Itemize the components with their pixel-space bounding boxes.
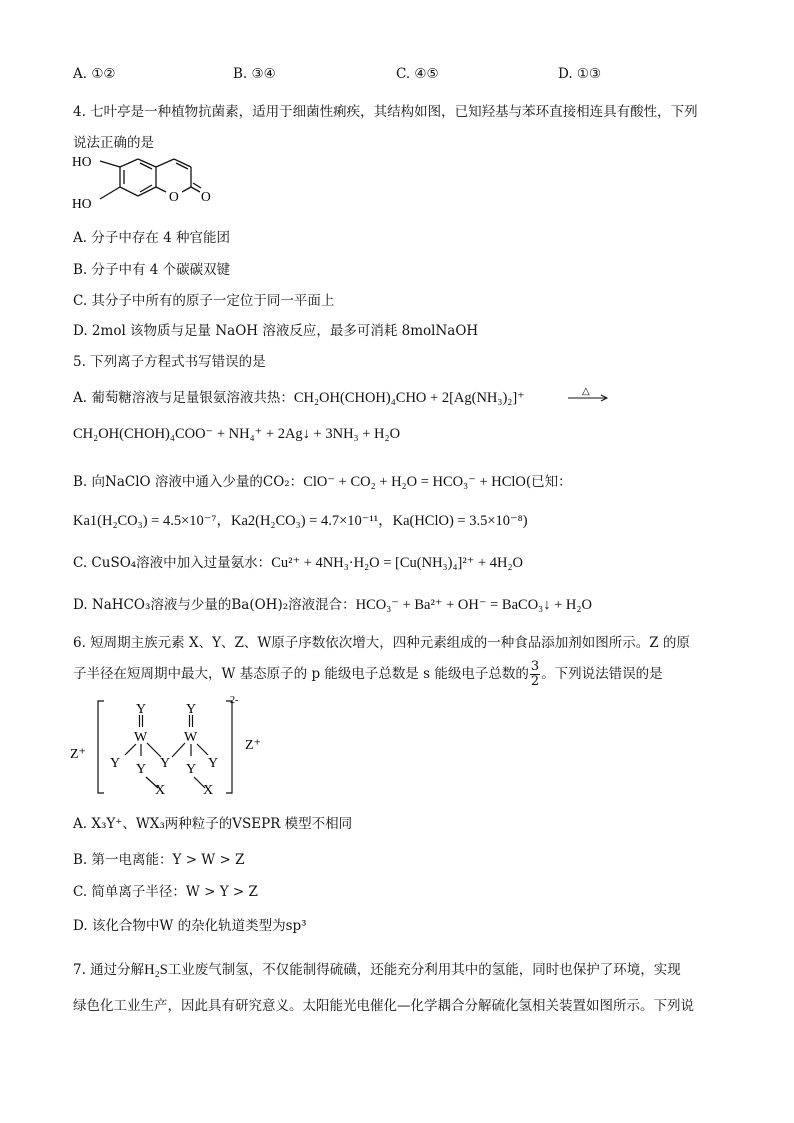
q5-b-eq: ClO⁻ + CO₂ + H₂O = HCO₃⁻ + HClO xyxy=(303,474,526,490)
y-atom: Y xyxy=(160,756,171,771)
q7-line1 xyxy=(73,958,681,979)
q5-c-text: C. CuSO₄溶液中加入过量氨水： xyxy=(73,555,272,571)
q6-stem-line2 xyxy=(73,660,663,689)
x-atom: X xyxy=(155,783,166,798)
q5-d-text: D. NaHCO₃溶液与少量的Ba(OH)₂溶液混合： xyxy=(73,597,356,613)
q3-option-c: C. ④⑤ xyxy=(396,66,439,82)
q5-c-eq: Cu²⁺ + 4NH₃·H₂O = [Cu(NH₃)₄]²⁺ + 4H₂O xyxy=(271,555,524,571)
q3-option-b: B. ③④ xyxy=(233,66,276,82)
q5-option-c xyxy=(73,551,523,572)
w-atom: W xyxy=(184,730,198,745)
y-atom: Y xyxy=(110,756,121,771)
q6-stem-line2a: 子半径在短周期中最大，W 基态原子的 p 能级电子总数是 s 能级电子总数的 xyxy=(73,666,529,682)
q6-option-b: B. 第一电离能：Y > W > Z xyxy=(73,852,245,868)
ho-bottom-label: HO xyxy=(72,196,92,211)
q5-d-eq: HCO₃⁻ + Ba²⁺ + OH⁻ = BaCO₃↓ + H₂O xyxy=(355,597,592,613)
y-atom: Y xyxy=(186,702,197,717)
q4-option-d: D. 2mol 该物质与足量 NaOH 溶液反应，最多可消耗 8molNaOH xyxy=(73,323,479,339)
q6-stem-line1: 6. 短周期主族元素 X、Y、Z、W原子序数依次增大，四种元素组成的一种食品添加剂如图所示。Z 的原 xyxy=(73,635,690,651)
q5-b-constants: Ka1(H₂CO₃) = 4.5×10⁻⁷，Ka2(H₂CO₃) = 4.7×10⁻¹¹，Ka(HClO) = 3.5×10⁻⁸) xyxy=(73,513,528,529)
esculetin-structure xyxy=(70,150,220,215)
w-atom: W xyxy=(134,730,148,745)
q6-frac-num: 3 xyxy=(530,659,540,674)
q3-option-d: D. ①③ xyxy=(558,66,602,82)
heat-symbol: △ xyxy=(582,386,590,397)
q5-a-lhs: CH₂OH(CHOH)₄CHO + 2[Ag(NH₃)₂]⁺ xyxy=(293,390,525,406)
heat-arrow xyxy=(566,386,612,404)
q5-option-d xyxy=(73,593,592,614)
q7-line1a: 7. 通过分解 xyxy=(73,962,145,978)
q7-line2: 绿色化工业生产，因此具有研究意义。太阳能光电催化—化学耦合分解硫化氢相关装置如图所示。下列说 xyxy=(73,998,694,1014)
q4-stem-line2: 说法正确的是 xyxy=(73,135,154,151)
food-additive-structure xyxy=(70,695,270,798)
q6-fraction xyxy=(530,660,540,689)
q3-option-a: A. ①② xyxy=(73,66,116,82)
q4-stem-line1: 4. 七叶亭是一种植物抗菌素，适用于细菌性痢疾，其结构如图，已知羟基与苯环直接相连具有酸性，下列 xyxy=(73,104,698,120)
q7-line1b: 工业废气制氢，不仅能制得硫磺，还能充分利用其中的氢能，同时也保护了环境，实现 xyxy=(167,962,681,978)
q5-b-text: B. 向NaClO 溶液中通入少量的CO₂： xyxy=(73,474,304,490)
ho-top-label: HO xyxy=(72,154,92,169)
q5-a-text: A. 葡萄糖溶液与足量银氨溶液共热： xyxy=(73,390,294,406)
y-atom: Y xyxy=(186,762,197,777)
q4-option-b: B. 分子中有 4 个碳碳双键 xyxy=(73,262,231,278)
q4-option-a: A. 分子中存在 4 种官能团 xyxy=(73,230,231,246)
carbonyl-oxygen-label: O xyxy=(201,189,211,204)
x-atom: X xyxy=(203,783,214,798)
q6-option-c: C. 简单离子半径：W > Y > Z xyxy=(73,884,258,900)
ring-oxygen-label: O xyxy=(169,189,179,204)
y-atom: Y xyxy=(136,762,147,777)
q5-option-a xyxy=(73,386,525,407)
q5-b-note: (已知： xyxy=(525,474,572,490)
z-cation-left: Z⁺ xyxy=(70,747,86,762)
anion-charge: 2- xyxy=(230,695,239,706)
q5-stem: 5. 下列离子方程式书写错误的是 xyxy=(73,354,266,370)
q6-option-a: A. X₃Y⁺、WX₃两种粒子的VSEPR 模型不相同 xyxy=(73,816,353,832)
q5-option-b xyxy=(73,470,572,491)
q4-option-c: C. 其分子中所有的原子一定位于同一平面上 xyxy=(73,293,335,309)
q6-frac-den: 2 xyxy=(530,674,540,689)
y-atom: Y xyxy=(208,756,219,771)
q7-formula: H₂S xyxy=(144,962,168,978)
z-cation-right: Z⁺ xyxy=(245,738,261,753)
q5-a-rhs: CH₂OH(CHOH)₄COO⁻ + NH₄⁺ + 2Ag↓ + 3NH₃ + H₂O xyxy=(73,426,401,442)
q6-option-d: D. 该化合物中W 的杂化轨道类型为sp³ xyxy=(73,918,307,934)
y-atom: Y xyxy=(136,702,147,717)
q6-stem-line2b: 。下列说法错误的是 xyxy=(541,666,663,682)
